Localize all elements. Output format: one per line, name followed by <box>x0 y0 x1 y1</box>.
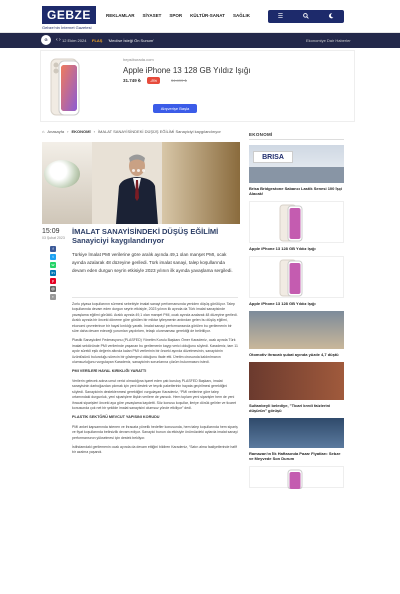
ticker-headline[interactable]: 'Meclise İsteği Ön Sunum' <box>108 38 154 43</box>
article-subhead: PLASTİK SEKTÖRÜ MEVCUT YAPISINI KORUDU <box>72 415 160 420</box>
breadcrumb-separator: › <box>67 129 69 134</box>
ticker-logo-icon: G <box>41 35 51 45</box>
breadcrumb <box>42 129 221 134</box>
email-icon[interactable]: @ <box>50 286 56 291</box>
breadcrumb-home[interactable]: Anasayfa <box>47 129 65 134</box>
logo-wordmark: GEBZE <box>42 6 96 24</box>
ticker-arrows[interactable]: ‹ › <box>56 37 61 43</box>
breadcrumb-separator: › <box>93 129 95 134</box>
sidebar-news-card[interactable] <box>249 145 344 196</box>
flowers-image <box>44 160 80 188</box>
ad-old-price: 34.499 ₺ <box>171 78 187 83</box>
article-paragraph: PMI anket kapsamında istenen ve ihracata yönelik hedefler konusunda, hem talep koşullarında hem sipariş ve fiyat koşullarında belirsizlik devam ediyor. Sanayici bunun da etkisiyle önümüzdeki aylarda imalat sanayi performansının yükselmesi için destek bekliyor. <box>72 424 238 440</box>
sidebar-news-card[interactable] <box>249 418 344 461</box>
person-image <box>114 152 160 224</box>
site-header <box>0 0 400 33</box>
sidebar-news-title[interactable]: Ramazan'ın İlk Haftasında Pazar Fiyatları: Sebze ve Meyvede Son Durum <box>249 451 341 461</box>
article-body <box>72 302 238 460</box>
brisa-image <box>249 145 344 183</box>
home-icon[interactable]: ⌂ <box>42 129 45 134</box>
iphone-ad-image <box>249 466 344 488</box>
breadcrumb-current: İMALAT SANAYİSİNDEKİ DÜŞÜŞ EĞİLİMİ Sanayiciyi kaygılandırıyor <box>97 129 221 134</box>
menu-icon[interactable]: ☰ <box>277 14 284 20</box>
ad-discount-badge: -8% <box>147 77 160 84</box>
divider <box>72 297 238 298</box>
iphone-ad-image <box>249 201 344 243</box>
header-tools <box>268 10 344 23</box>
cars-image <box>249 311 344 349</box>
sidebar-ad-card[interactable] <box>249 256 344 306</box>
logo-tagline: Gebze'nin İnternet Gazetesi <box>42 25 92 30</box>
dark-mode-icon[interactable] <box>328 13 334 21</box>
sidebar-ad-card[interactable] <box>249 201 344 251</box>
market-image <box>249 418 344 448</box>
article-date: 03 Şubat 2023 <box>42 236 65 240</box>
article <box>42 142 240 455</box>
nav-item-saglik[interactable]: SAĞLIK <box>232 13 250 18</box>
sidebar-ad-title[interactable]: Apple iPhone 13 128 GB Yıldız Işığı <box>249 301 316 306</box>
twitter-icon[interactable]: t <box>50 254 56 260</box>
sidebar-ad-title[interactable]: Apple iPhone 13 128 GB Yıldız Işığı <box>249 246 316 251</box>
ad-seller: hepsiburada.com <box>123 57 154 62</box>
sidebar-ad-card[interactable] <box>249 466 344 488</box>
main-nav <box>106 13 250 18</box>
article-paragraph: Plastik Sanayicileri Federasyonu (PLASFED) Yönetim Kurulu Başkanı Ömer Karadeniz, ocak ayında Türk imalat sektöründe PMI verilerinde yaşanan bu gerilemenin kaygı verici olduğunu söyledi. Karadeniz, tam 11 aydır sürekli eşik değerin altında kalan PMI verilerinin bir önceki ayında düzelmesinin, sanayicinin üzüntüsünü bulunduğu sürecin bir göstergesi olduğunu ifade etti. Üretim cirosunda kaldırılmanın olumsuzluğunu vurgulayan Karadeniz, sanayicinin sorunlarına çözüm bulunmasını istedi. <box>72 338 238 365</box>
ticker-tag: FLAŞ <box>92 38 103 43</box>
article-meta <box>42 228 70 300</box>
facebook-icon[interactable]: f <box>50 246 56 252</box>
whatsapp-icon[interactable]: w <box>51 262 55 267</box>
sidebar-news-card[interactable] <box>249 362 344 413</box>
nav-item-siyaset[interactable]: SİYASET <box>142 13 162 18</box>
article-time: 15:09 <box>42 228 60 235</box>
pinterest-icon[interactable]: p <box>51 278 55 283</box>
ticker-date: 12 Ekim 2024 <box>62 38 87 43</box>
sidebar-news-card[interactable] <box>249 311 344 357</box>
sidebar-news-title[interactable]: Otomotiv ihracatı şubat ayında yüzde 4,7 düştü <box>249 352 339 357</box>
linkedin-icon[interactable]: in <box>51 270 55 275</box>
iphone-product-image <box>49 55 81 119</box>
sidebar-heading: EKONOMİ <box>249 132 344 140</box>
article-headline: İMALAT SANAYİSİNDEKİ DÜŞÜŞ EĞİLİMİ Sanayiciyi kaygılandırıyor <box>72 227 219 245</box>
iphone-ad-image <box>249 256 344 298</box>
ad-shop-button[interactable]: Alışverişe Başla <box>153 104 197 113</box>
ad-price: 31.749 ₺ <box>123 78 141 83</box>
nav-item-reklamlar[interactable]: REKLAMLAR <box>106 13 135 18</box>
breadcrumb-section[interactable]: EKONOMİ <box>71 129 91 134</box>
brisa-logo: BRISA <box>253 151 293 163</box>
print-icon[interactable]: ▪ <box>50 294 56 300</box>
article-paragraph: Verilerin gelecek adına umut verici olmadığına işaret eden çatı kuruluş PLASFED Başkanı, imalat sanayisinin darboğazdan çıkmak için yeni destek ve teşvik paketlerinin hayata geçirilmesi gerektiğini söyledi. Sanayicinin desteklenmesi gerektiğini vurgulayan Karadeniz, “PMI verilerine göre talep ortamındaki durgunluk, yeni siparişlere ilişkin verilere de yansıdı. Hem toplam yeni siparişler hem de yeni ihracat siparişleri önceki aya göre yavaşlama kaydetti. Söz konusu koşullar, ileriye dönük gelirler ve ticaret konusunda çok net bir şekilde imalat sanayisini olumsuz yönde etkiliyor” dedi. <box>72 378 236 410</box>
share-buttons <box>50 246 70 300</box>
ad-title[interactable]: Apple iPhone 13 128 GB Yıldız Işığı <box>123 66 251 75</box>
site-logo[interactable] <box>42 6 96 30</box>
nav-item-spor[interactable]: SPOR <box>169 13 183 18</box>
article-hero-image <box>42 142 240 224</box>
nav-item-kultur-sanat[interactable]: KÜLTÜR-SANAT <box>190 13 225 18</box>
sidebar-economy <box>249 132 344 488</box>
article-paragraph: İstihdamdaki gerilemenin ocak ayında da devam ettiğini bildiren Karadeniz, “Satın alma faaliyetlerinde hafif bir azalma yaşandı. <box>72 444 237 455</box>
article-paragraph: Zorlu piyasa koşullarının sürmesi sebebiyle imalat sanayi performansında yeniden düşüş görülüyor. Talep koşullarında devam eden durgun seyrin etkisiyle, 2023 yılının ilk ayında da Türk imalat sanayisinde yavaşlama eğilimi görüldü. Aralık ayında 49,1 olan manşet PMI, ocak ayında azalarak 48 düzeyine geriledi. Aralık ayında bir önceki döneme göre görülen bir miktar iyileşmenin ardından gelen bu düşüş eğilimi, ekonomi çevrelerince bir hayal kırıklığı yarattı. İmalat sanayi performansında görülen bu gerilemenin bir süre daha devam edeceği yorumları yapılırken, telaşlı olunmaması gerektiği de belirtiliyor. <box>72 302 238 334</box>
ad-banner[interactable] <box>40 50 355 122</box>
article-lead: Türkiye İmalat PMI verilerine göre aralık ayında 49,1 olan manşet PMI, ocak ayında azalarak 48 düzeyine geriledi. Türk imalat sanayi, talep koşullarında devam eden durgun seyrin etkisiyle 2023 yılının ilk ayında yavaşlama sergiledi. <box>72 252 233 273</box>
ticker-right-link[interactable]: Ekonomiye Dair Haberler <box>306 38 351 43</box>
podium-image <box>249 362 344 400</box>
search-icon[interactable] <box>303 13 309 21</box>
sidebar-news-title[interactable]: Brisa Bridgestone Sabancı Lastik Senesi 100 İşçi Alacak! <box>249 186 343 196</box>
slider-dots[interactable] <box>132 169 145 172</box>
news-ticker <box>0 33 400 48</box>
sidebar-news-title[interactable]: Sultanbeyli belediye, "Ticari kredi faizlerini düşürün" görüşü <box>249 403 331 413</box>
article-subhead: PMI VERİLERİ HAYAL KIRIKLIĞI YARATTI <box>72 369 147 374</box>
